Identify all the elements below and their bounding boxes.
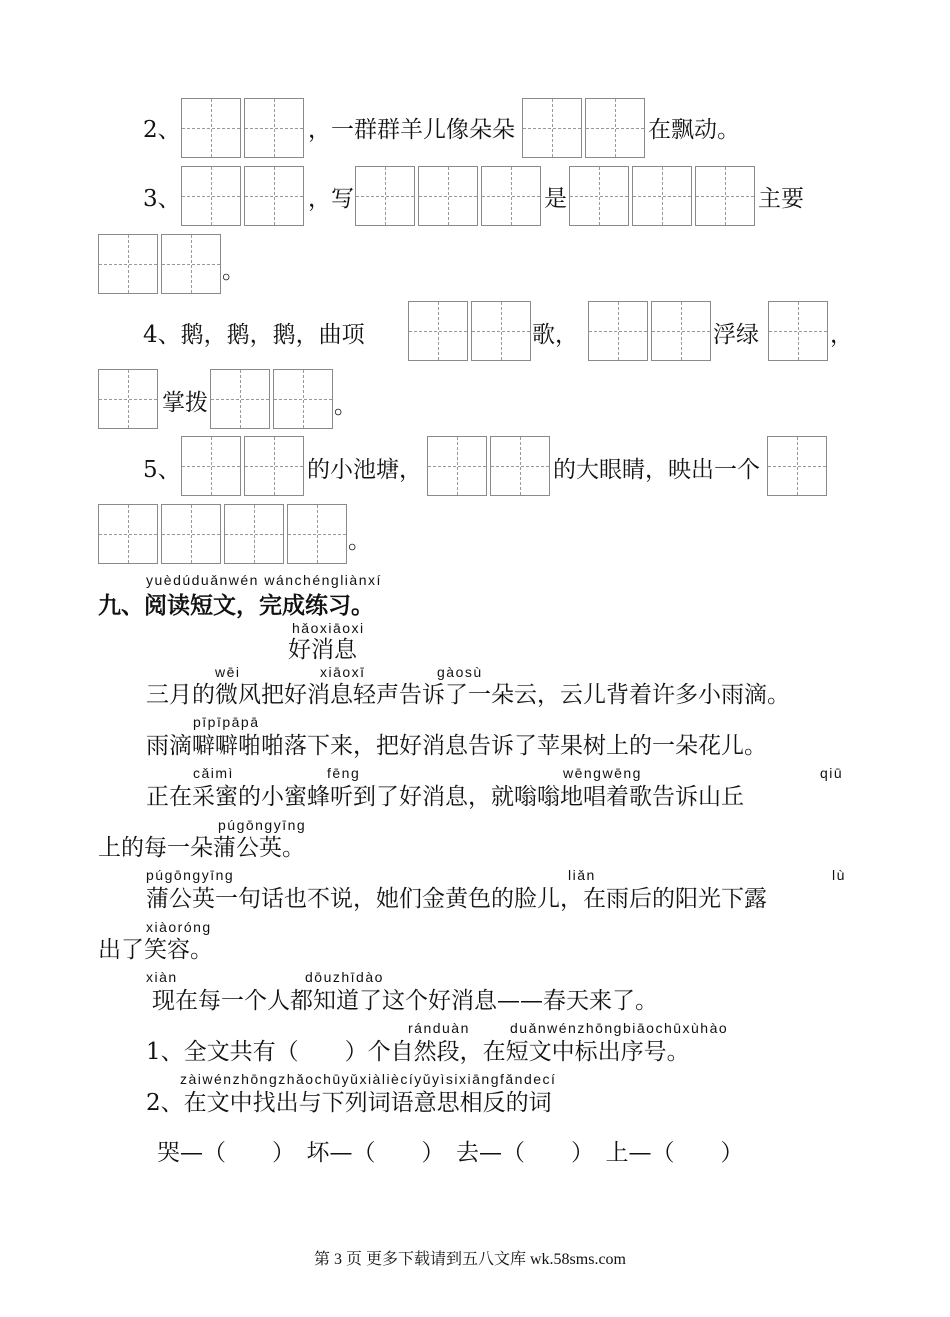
writing-box[interactable]: [522, 98, 582, 158]
q5-text-c: 。: [348, 528, 371, 554]
pinyin: wēi: [215, 664, 241, 680]
writing-box[interactable]: [418, 166, 478, 226]
q2-text-b: 在飘动。: [648, 117, 740, 143]
q4-text-e: 。: [334, 393, 357, 419]
pinyin: qiū: [820, 765, 844, 781]
writing-box[interactable]: [427, 436, 487, 496]
writing-box[interactable]: [481, 166, 541, 226]
story-title: 好消息: [288, 637, 357, 663]
story-paragraph-2: 雨滴噼噼啪啪落下来，把好消息告诉了苹果树上的一朵花儿。: [146, 733, 767, 759]
q5-text-a: 的小池塘，: [307, 457, 422, 483]
q3-text-a: ，写: [308, 186, 354, 212]
pinyin: xiāoxī: [320, 664, 366, 680]
writing-box[interactable]: [471, 301, 531, 361]
pinyin: xiàn: [146, 969, 178, 985]
writing-box[interactable]: [569, 166, 629, 226]
pinyin: fēng: [327, 765, 361, 781]
writing-box[interactable]: [355, 166, 415, 226]
writing-box[interactable]: [273, 369, 333, 429]
page-footer: 第 3 页 更多下载请到五八文库 wk.58sms.com: [314, 1251, 627, 1268]
story-paragraph-5: 现在每一个人都知道了这个好消息——春天来了。: [152, 988, 658, 1014]
question-2: 2、在文中找出与下列词语意思相反的词: [146, 1090, 552, 1116]
pinyin: púgōngyīng: [146, 867, 235, 883]
story-paragraph-3-cont: 上的每一朵蒲公英。: [98, 835, 305, 861]
writing-box[interactable]: [287, 504, 347, 564]
pinyin: pīpīpāpā: [193, 714, 260, 730]
q4-number: 4、鹅，鹅，鹅，曲项: [143, 322, 365, 348]
writing-box[interactable]: [98, 504, 158, 564]
q2-number: 2、: [143, 117, 181, 143]
writing-box[interactable]: [161, 504, 221, 564]
antonym-blanks[interactable]: 哭—（ ） 坏—（ ） 去—（ ） 上—（ ）: [157, 1140, 744, 1166]
writing-box[interactable]: [651, 301, 711, 361]
question-2-pinyin: zàiwénzhōngzhǎochūyǔxiàliècíyǔyìsixiāngfǎndecí: [180, 1071, 557, 1087]
writing-box[interactable]: [244, 436, 304, 496]
writing-box[interactable]: [244, 166, 304, 226]
writing-box[interactable]: [632, 166, 692, 226]
writing-box[interactable]: [210, 369, 270, 429]
writing-box[interactable]: [181, 98, 241, 158]
q5-text-b: 的大眼睛，映出一个: [553, 457, 760, 483]
writing-box[interactable]: [98, 369, 158, 429]
q4-text-c: ，: [830, 322, 853, 348]
writing-box[interactable]: [181, 436, 241, 496]
writing-box[interactable]: [695, 166, 755, 226]
writing-box[interactable]: [767, 436, 827, 496]
writing-box[interactable]: [588, 301, 648, 361]
writing-box[interactable]: [161, 234, 221, 294]
story-paragraph-3: 正在采蜜的小蜜蜂听到了好消息，就嗡嗡地唱着歌告诉山丘: [146, 784, 744, 810]
pinyin: wēngwēng: [563, 765, 642, 781]
writing-box[interactable]: [224, 504, 284, 564]
pinyin: púgōngyīng: [218, 817, 307, 833]
q3-number: 3、: [143, 186, 181, 212]
pinyin: lù: [832, 867, 846, 883]
story-paragraph-1: 三月的微风把好消息轻声告诉了一朵云，云儿背着许多小雨滴。: [146, 682, 790, 708]
pinyin: duǎnwénzhōngbiāochūxùhào: [510, 1020, 729, 1036]
pinyin: cǎimì: [193, 765, 234, 781]
pinyin: gàosù: [437, 664, 483, 680]
q2-text-a: ，一群群羊儿像朵朵: [308, 117, 515, 143]
q3-text-d: 。: [222, 258, 245, 284]
pinyin: xiàoróng: [146, 919, 212, 935]
q4-text-b: 浮绿: [713, 322, 759, 348]
q3-text-c: 主要: [758, 186, 804, 212]
story-paragraph-4-cont: 出了笑容。: [98, 937, 213, 963]
story-paragraph-4: 蒲公英一句话也不说，她们金黄色的脸儿，在雨后的阳光下露: [146, 886, 767, 912]
writing-box[interactable]: [490, 436, 550, 496]
pinyin: liǎn: [568, 867, 596, 883]
writing-box[interactable]: [98, 234, 158, 294]
q4-text-a: 歌，: [532, 322, 578, 348]
q3-text-b: 是: [544, 186, 567, 212]
writing-box[interactable]: [244, 98, 304, 158]
section9-pinyin: yuèdúduǎnwén wánchéngliànxí: [146, 572, 382, 588]
writing-box[interactable]: [181, 166, 241, 226]
pinyin: ránduàn: [408, 1020, 470, 1036]
writing-box[interactable]: [768, 301, 828, 361]
writing-box[interactable]: [585, 98, 645, 158]
writing-box[interactable]: [408, 301, 468, 361]
q5-number: 5、: [143, 457, 181, 483]
story-title-pinyin: hǎoxiāoxi: [292, 620, 365, 636]
section9-title: 九、阅读短文，完成练习。: [98, 592, 374, 619]
q4-text-d: 掌拨: [162, 390, 208, 416]
question-1: 1、全文共有（ ）个自然段，在短文中标出序号。: [146, 1039, 690, 1065]
pinyin: dōuzhīdào: [305, 969, 384, 985]
